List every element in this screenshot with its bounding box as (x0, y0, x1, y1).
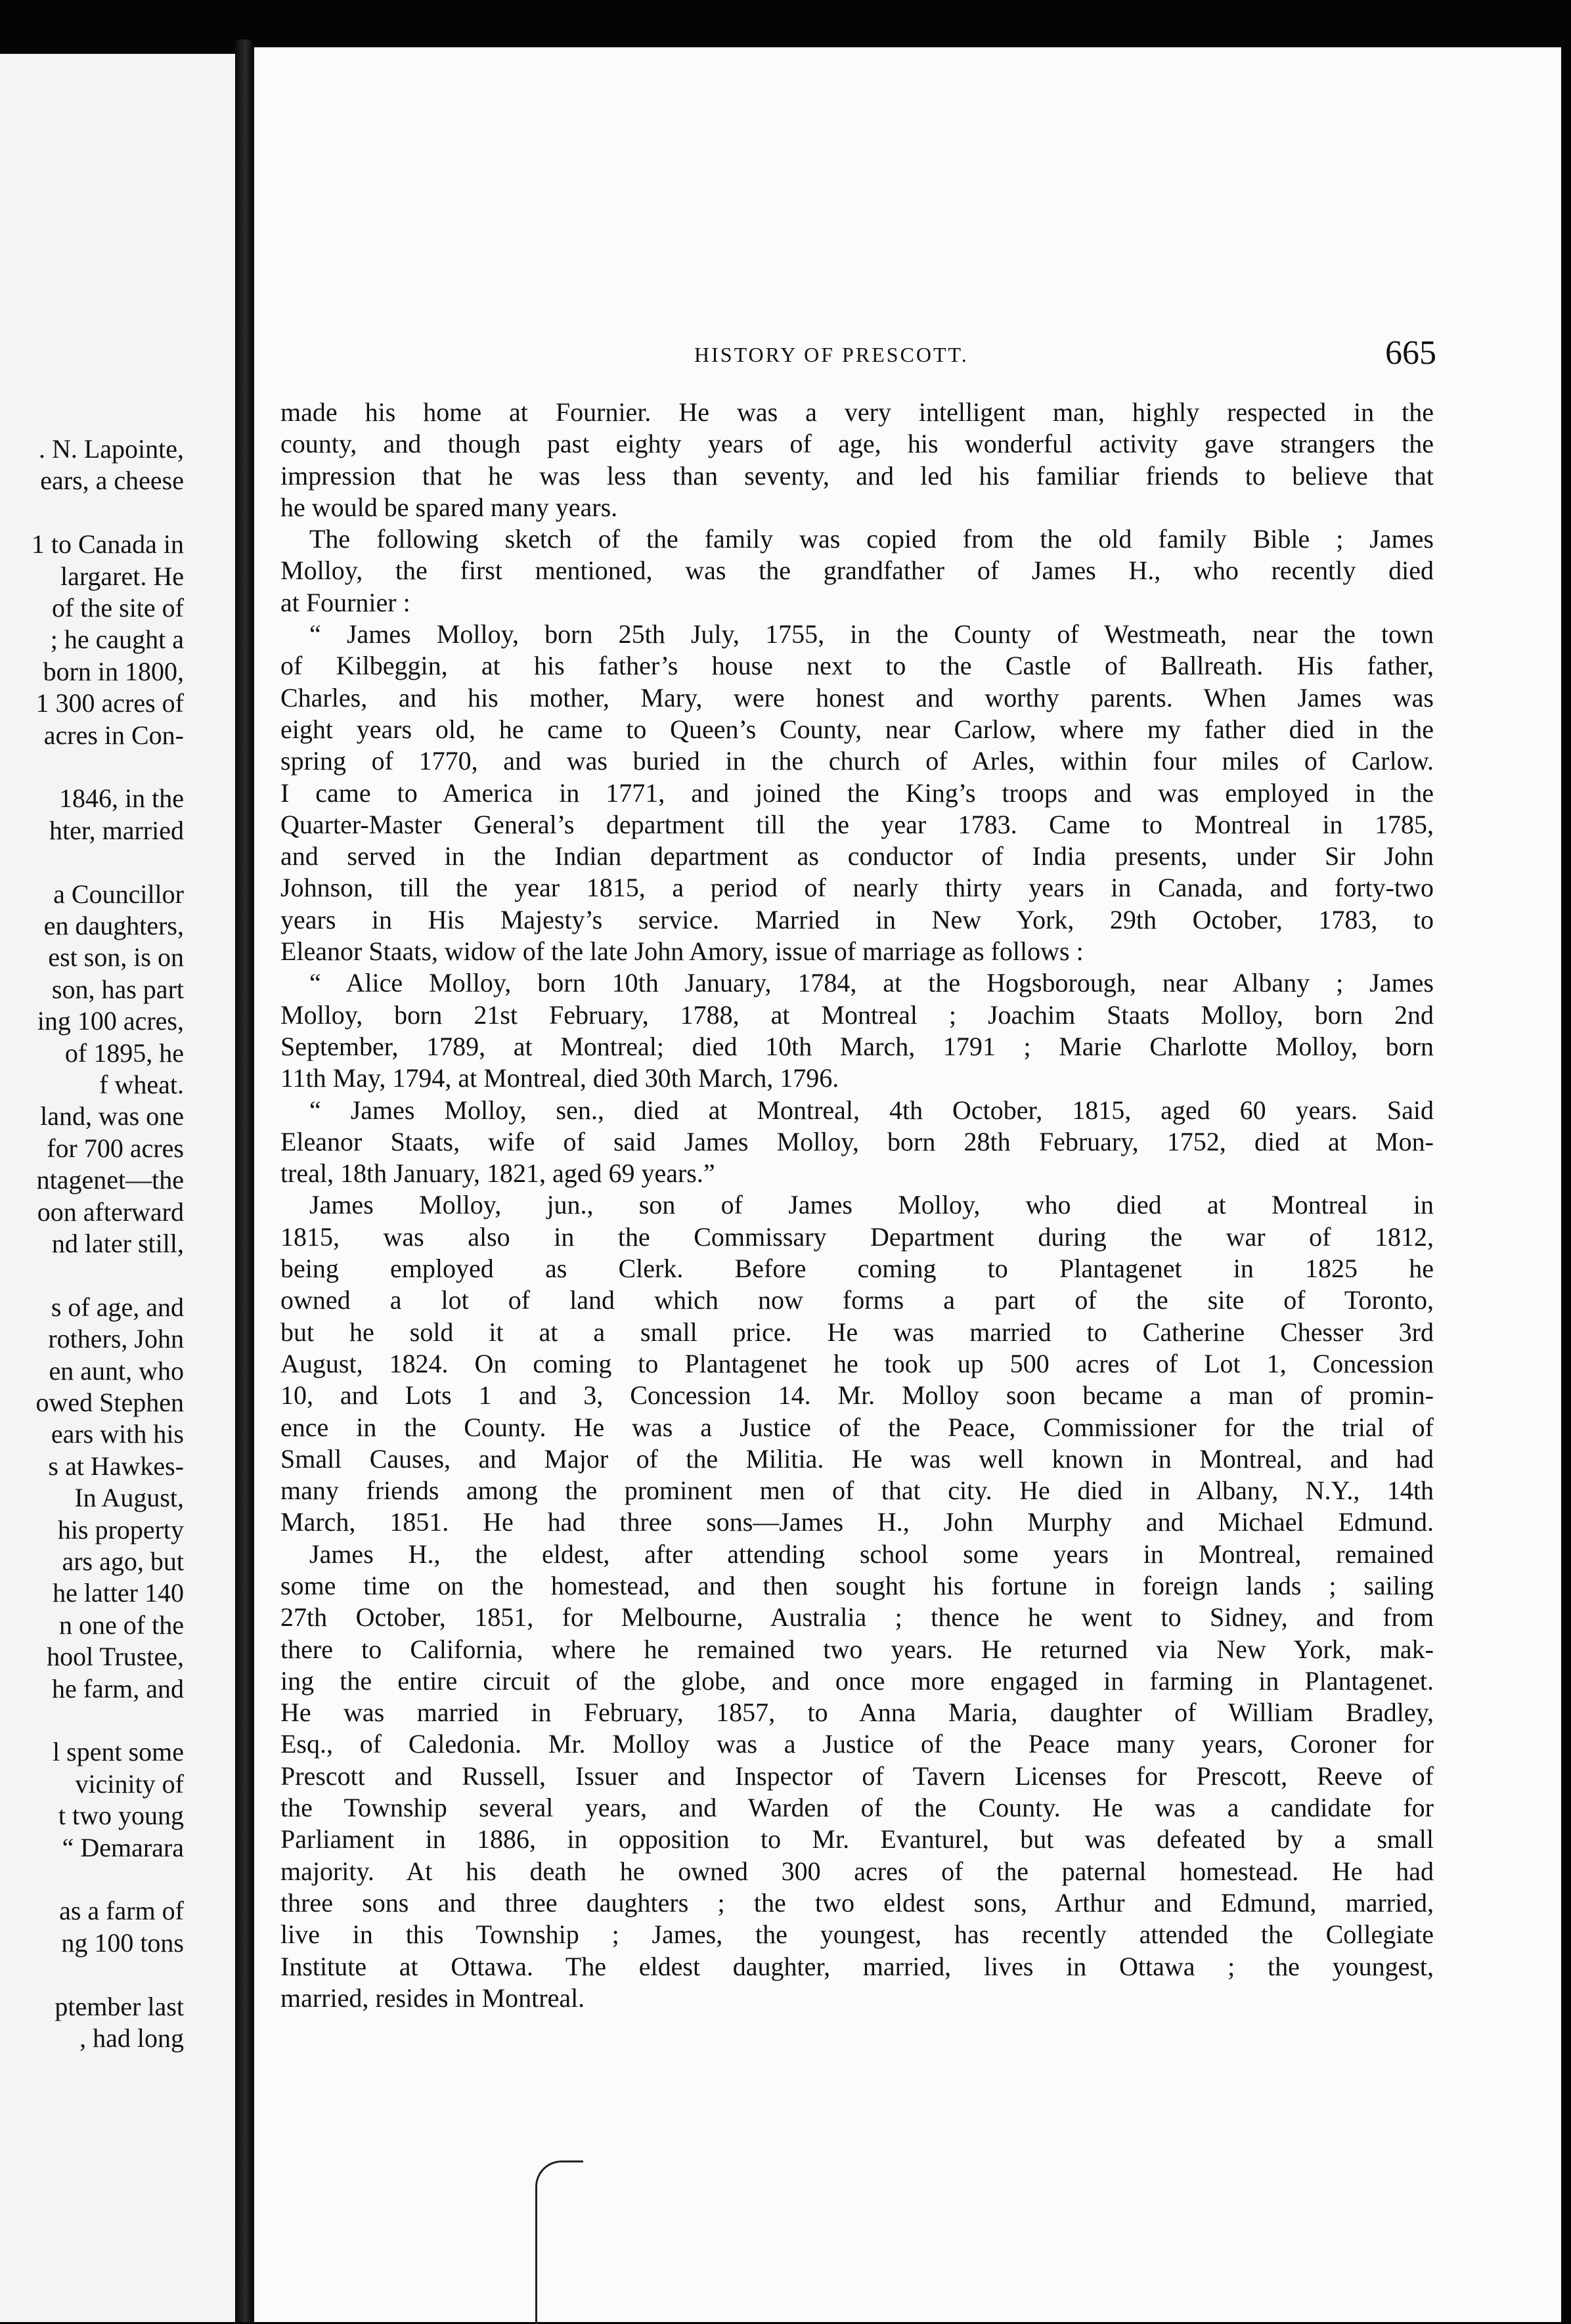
text-line: there to California, where he remained two years. He returned via New York, mak- (280, 1634, 1434, 1664)
text-line: ing the entire circuit of the globe, and once more engaged in farming in Plantagenet. (280, 1665, 1434, 1696)
text-line: made his home at Fournier. He was a very intelligent man, highly respected in the (280, 397, 1434, 427)
text-line: “ James Molloy, sen., died at Montreal, 4th October, 1815, aged 60 years. Said (309, 1095, 1434, 1125)
facing-page-line: ing 100 acres, (37, 1006, 184, 1036)
facing-page-line: “ Demarara (62, 1832, 184, 1862)
facing-page-line: t two young (58, 1801, 184, 1831)
facing-page (0, 54, 238, 2322)
text-line: years in His Majesty’s service. Married in New York, 29th October, 1783, to (280, 904, 1434, 934)
text-line: live in this Township ; James, the youngest, has recently attended the Collegiate (280, 1919, 1434, 1950)
text-line: three sons and three daughters ; the two eldest sons, Arthur and Edmund, married, (280, 1887, 1434, 1918)
facing-page-line: . N. Lapointe, (38, 434, 184, 464)
facing-page-line: 1846, in the (59, 783, 184, 814)
book-gutter (235, 39, 252, 2322)
text-line: Eleanor Staats, wife of said James Molloy, born 28th February, 1752, died at Mon- (280, 1126, 1434, 1156)
text-line: September, 1789, at Montreal; died 10th March, 1791 ; Marie Charlotte Molloy, born (280, 1031, 1434, 1061)
text-line: He was married in February, 1857, to Anna Maria, daughter of William Bradley, (280, 1698, 1434, 1728)
text-line: Small Causes, and Major of the Militia. He was well known in Montreal, and had (280, 1443, 1434, 1474)
facing-page-line: vicinity of (75, 1768, 184, 1799)
text-line: impression that he was less than seventy, and led his familiar friends to believe that (280, 460, 1434, 491)
facing-page-line: nd later still, (51, 1229, 184, 1258)
text-line: Eleanor Staats, widow of the late John Amory, issue of marriage as follows : (280, 936, 1084, 967)
facing-page-line: hool Trustee, (47, 1642, 184, 1672)
facing-page-line: of 1895, he (64, 1038, 184, 1068)
facing-page-line: , had long (79, 2023, 184, 2053)
facing-page-line: ptember last (55, 1991, 184, 2021)
facing-page-line: oon afterward (37, 1196, 184, 1227)
facing-page-line: of the site of (51, 593, 184, 623)
facing-page-line: acres in Con- (43, 720, 184, 750)
text-line: ence in the County. He was a Justice of the Peace, Commissioner for the trial of (280, 1412, 1434, 1442)
body-text (280, 397, 1434, 2014)
text-line: Prescott and Russell, Issuer and Inspector of Tavern Licenses for Prescott, Reeve of (280, 1761, 1434, 1791)
facing-page-line: l spent some (53, 1737, 184, 1767)
text-line: “ Alice Molloy, born 10th January, 1784, at the Hogsborough, near Albany ; James (309, 968, 1434, 998)
text-line: the Township several years, and Warden of the County. He was a candidate for (280, 1793, 1434, 1823)
facing-page-line: rothers, John (48, 1324, 184, 1354)
text-line: 11th May, 1794, at Montreal, died 30th March, 1796. (280, 1063, 839, 1093)
text-line: of Kilbeggin, at his father’s house next to the Castle of Ballreath. His father, (280, 651, 1434, 681)
text-line: Esq., of Caledonia. Mr. Molloy was a Justice of the Peace many years, Coroner for (280, 1729, 1434, 1759)
text-line: “ James Molloy, born 25th July, 1755, in the County of Westmeath, near the town (309, 619, 1434, 649)
text-line: he would be spared many years. (280, 492, 618, 522)
running-title: HISTORY OF PRESCOTT. (694, 343, 969, 366)
running-head (254, 330, 1561, 382)
text-line: Quarter-Master General’s department till the year 1783. Came to Montreal in 1785, (280, 809, 1434, 839)
text-line: The following sketch of the family was copied from the old family Bible ; James (309, 524, 1434, 554)
scan-artifact (535, 2160, 583, 2324)
text-line: 10, and Lots 1 and 3, Concession 14. Mr. Molloy soon became a man of promin- (280, 1380, 1434, 1411)
text-line: at Fournier : (280, 587, 410, 617)
facing-page-line: 1 to Canada in (31, 529, 184, 559)
facing-page-line: en daughters, (43, 911, 184, 940)
text-line: married, resides in Montreal. (280, 1983, 585, 2013)
facing-page-line: 1 300 acres of (35, 688, 184, 718)
text-line: Parliament in 1886, in opposition to Mr. Evanturel, but was defeated by a small (280, 1824, 1434, 1854)
text-line: some time on the homestead, and then sought his fortune in foreign lands ; sailing (280, 1570, 1434, 1600)
facing-page-line: ars ago, but (62, 1546, 184, 1576)
text-line: Charles, and his mother, Mary, were honest and worthy parents. When James was (280, 682, 1434, 713)
text-line: I came to America in 1771, and joined the King’s troops and was employed in the (280, 778, 1434, 808)
text-line: majority. At his death he owned 300 acres of the paternal homestead. He had (280, 1856, 1434, 1886)
facing-page-line: s of age, and (51, 1292, 184, 1322)
text-line: James Molloy, jun., son of James Molloy, who died at Montreal in (309, 1190, 1434, 1220)
text-line: eight years old, he came to Queen’s County, near Carlow, where my father died in the (280, 714, 1434, 744)
facing-page-line: largaret. He (60, 561, 184, 591)
facing-page-line: hter, married (49, 815, 184, 845)
facing-page-line: land, was one (40, 1101, 184, 1131)
facing-page-line: f wheat. (99, 1070, 184, 1099)
facing-page-line: ntagenet—the (36, 1165, 184, 1195)
text-line: many friends among the prominent men of that city. He died in Albany, N.Y., 14th (280, 1476, 1434, 1506)
facing-page-line: In August, (74, 1483, 184, 1513)
facing-page-line: en aunt, who (49, 1355, 184, 1386)
text-line: owned a lot of land which now forms a part of the site of Toronto, (280, 1285, 1434, 1315)
text-line: 27th October, 1851, for Melbourne, Australia ; thence he went to Sidney, and from (280, 1602, 1434, 1633)
facing-page-line: ears, a cheese (40, 466, 184, 496)
facing-page-line: his property (57, 1514, 184, 1545)
page-number: 665 (1385, 334, 1436, 372)
facing-page-line: son, has part (51, 974, 184, 1004)
text-line: treal, 18th January, 1821, aged 69 years.” (280, 1158, 715, 1189)
facing-page-line: n one of the (59, 1610, 184, 1640)
text-line: Molloy, the first mentioned, was the grandfather of James H., who recently died (280, 556, 1434, 586)
text-line: but he sold it at a small price. He was married to Catherine Chesser 3rd (280, 1317, 1434, 1347)
text-line: Institute at Ottawa. The eldest daughter, married, lives in Ottawa ; the youngest, (280, 1951, 1434, 1981)
facing-page-line: ng 100 tons (61, 1927, 184, 1958)
facing-page-line: s at Hawkes- (48, 1451, 184, 1481)
facing-page-line: he latter 140 (53, 1578, 184, 1608)
main-page (252, 47, 1561, 2322)
facing-page-line: for 700 acres (47, 1133, 184, 1163)
facing-page-line: born in 1800, (43, 656, 184, 686)
facing-page-line: he farm, and (51, 1673, 184, 1703)
facing-page-line: owed Stephen (35, 1388, 184, 1417)
text-line: county, and though past eighty years of age, his wonderful activity gave strangers the (280, 429, 1434, 459)
facing-page-line: as a farm of (59, 1896, 184, 1926)
text-line: James H., the eldest, after attending school some years in Montreal, remained (309, 1539, 1434, 1569)
text-line: 1815, was also in the Commissary Department during the war of 1812, (280, 1221, 1434, 1252)
text-line: Johnson, till the year 1815, a period of nearly thirty years in Canada, and forty-two (280, 873, 1434, 903)
text-line: March, 1851. He had three sons—James H., John Murphy and Michael Edmund. (280, 1507, 1434, 1537)
facing-page-line: a Councillor (53, 879, 184, 909)
facing-page-line: ears with his (51, 1419, 184, 1449)
facing-page-line: est son, is on (48, 942, 184, 973)
text-line: August, 1824. On coming to Plantagenet he took up 500 acres of Lot 1, Concession (280, 1348, 1434, 1378)
facing-page-line: ; he caught a (50, 625, 184, 655)
text-line: and served in the Indian department as conductor of India presents, under Sir John (280, 841, 1434, 871)
text-line: Molloy, born 21st February, 1788, at Montreal ; Joachim Staats Molloy, born 2nd (280, 999, 1434, 1030)
text-line: being employed as Clerk. Before coming to Plantagenet in 1825 he (280, 1254, 1434, 1284)
text-line: spring of 1770, and was buried in the church of Arles, within four miles of Carlow. (280, 746, 1434, 776)
